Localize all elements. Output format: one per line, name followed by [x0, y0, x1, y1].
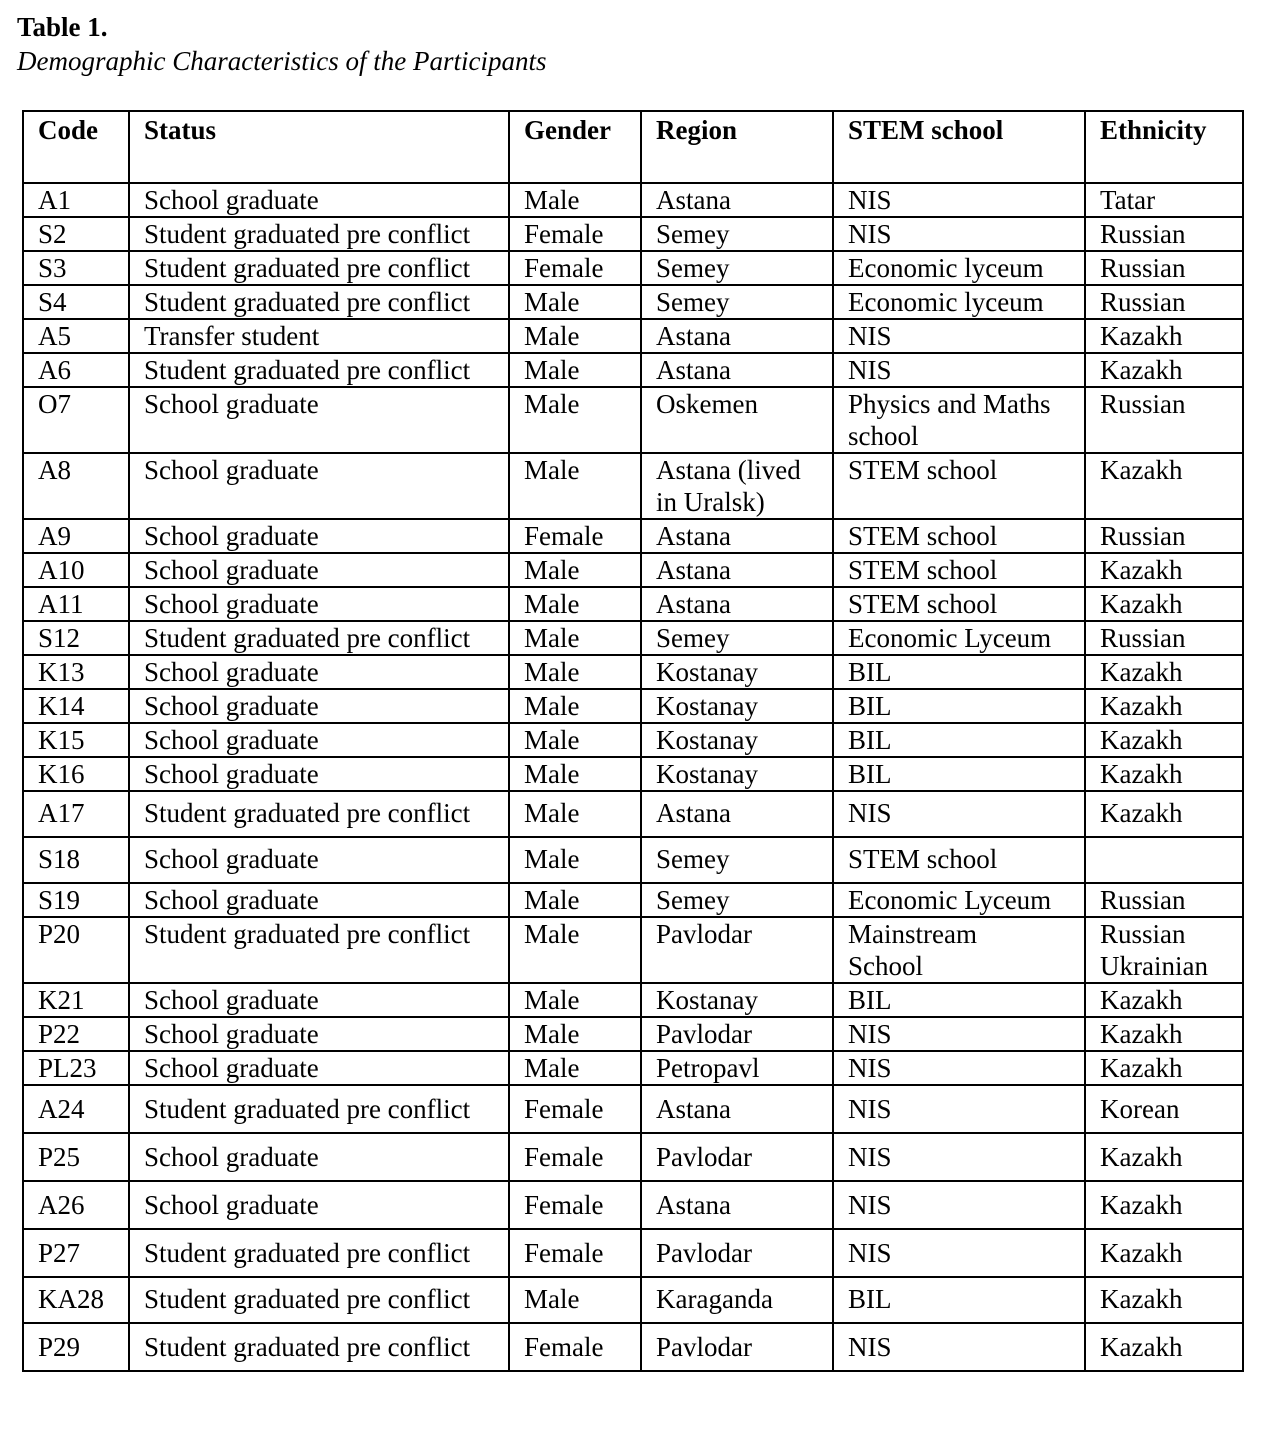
cell-status: School graduate: [129, 1051, 509, 1085]
cell-code: A11: [23, 587, 129, 621]
cell-stem-school: NIS: [833, 1133, 1085, 1181]
cell-gender: Male: [509, 791, 641, 837]
cell-code: K21: [23, 983, 129, 1017]
table-row: [23, 285, 1243, 319]
cell-region: Astana: [641, 587, 833, 621]
cell-gender: Male: [509, 553, 641, 587]
table-title: Demographic Characteristics of the Participants: [17, 46, 547, 76]
cell-status: School graduate: [129, 183, 509, 217]
table-row: [23, 837, 1243, 883]
cell-code: S3: [23, 251, 129, 285]
cell-region: Kostanay: [641, 757, 833, 791]
cell-gender: Male: [509, 917, 641, 983]
table-row: [23, 453, 1243, 519]
table-row: [23, 553, 1243, 587]
cell-code: A24: [23, 1085, 129, 1133]
cell-region: Pavlodar: [641, 1133, 833, 1181]
cell-code: K13: [23, 655, 129, 689]
cell-gender: Male: [509, 723, 641, 757]
cell-ethnicity: Kazakh: [1085, 757, 1243, 791]
cell-gender: Male: [509, 757, 641, 791]
cell-gender: Male: [509, 453, 641, 519]
cell-gender: Male: [509, 837, 641, 883]
cell-stem-school: Economic Lyceum: [833, 883, 1085, 917]
cell-stem-school: BIL: [833, 655, 1085, 689]
cell-gender: Male: [509, 621, 641, 655]
cell-ethnicity: Kazakh: [1085, 353, 1243, 387]
cell-ethnicity: Kazakh: [1085, 1229, 1243, 1277]
cell-ethnicity: Russian: [1085, 217, 1243, 251]
table-row: [23, 883, 1243, 917]
cell-region: Petropavl: [641, 1051, 833, 1085]
cell-stem-school: NIS: [833, 1229, 1085, 1277]
table-row: [23, 519, 1243, 553]
table-row: [23, 387, 1243, 453]
cell-stem-school: NIS: [833, 217, 1085, 251]
cell-region: Astana: [641, 353, 833, 387]
table-row: [23, 983, 1243, 1017]
table-row: [23, 1133, 1243, 1181]
cell-stem-school: STEM school: [833, 519, 1085, 553]
table-row: [23, 1323, 1243, 1371]
cell-gender: Male: [509, 983, 641, 1017]
demographics-table: [22, 110, 1244, 1372]
cell-stem-school: BIL: [833, 757, 1085, 791]
cell-code: S18: [23, 837, 129, 883]
cell-stem-school: NIS: [833, 353, 1085, 387]
cell-region: Semey: [641, 837, 833, 883]
cell-ethnicity: Russian: [1085, 387, 1243, 453]
cell-stem-school: STEM school: [833, 453, 1085, 519]
cell-stem-school: NIS: [833, 183, 1085, 217]
table-row: [23, 917, 1243, 983]
cell-stem-school: BIL: [833, 689, 1085, 723]
cell-region: Karaganda: [641, 1277, 833, 1323]
cell-code: S12: [23, 621, 129, 655]
table-body: [23, 183, 1243, 1371]
table-row: [23, 1181, 1243, 1229]
cell-ethnicity: Kazakh: [1085, 655, 1243, 689]
cell-region: Astana: [641, 791, 833, 837]
cell-status: School graduate: [129, 1181, 509, 1229]
table-row: [23, 587, 1243, 621]
table-row: [23, 757, 1243, 791]
table-label: Table 1.: [17, 12, 108, 42]
cell-gender: Male: [509, 689, 641, 723]
cell-status: School graduate: [129, 519, 509, 553]
cell-ethnicity: Russian Ukrainian: [1085, 917, 1243, 983]
cell-code: K15: [23, 723, 129, 757]
cell-ethnicity: Kazakh: [1085, 453, 1243, 519]
cell-stem-school: Economic Lyceum: [833, 621, 1085, 655]
cell-ethnicity: Kazakh: [1085, 689, 1243, 723]
cell-gender: Male: [509, 587, 641, 621]
cell-ethnicity: Kazakh: [1085, 1277, 1243, 1323]
cell-region: Astana (lived in Uralsk): [641, 453, 833, 519]
cell-status: School graduate: [129, 837, 509, 883]
cell-code: A8: [23, 453, 129, 519]
cell-ethnicity: Kazakh: [1085, 1133, 1243, 1181]
cell-code: P27: [23, 1229, 129, 1277]
cell-status: Student graduated pre conflict: [129, 791, 509, 837]
cell-stem-school: BIL: [833, 1277, 1085, 1323]
cell-code: A6: [23, 353, 129, 387]
cell-stem-school: STEM school: [833, 837, 1085, 883]
cell-ethnicity: [1085, 837, 1243, 883]
cell-status: School graduate: [129, 723, 509, 757]
cell-code: A26: [23, 1181, 129, 1229]
table-row: [23, 1051, 1243, 1085]
cell-region: Semey: [641, 285, 833, 319]
header-code: Code: [23, 111, 129, 183]
cell-gender: Female: [509, 1323, 641, 1371]
cell-code: P22: [23, 1017, 129, 1051]
table-row: [23, 251, 1243, 285]
cell-status: School graduate: [129, 553, 509, 587]
cell-status: School graduate: [129, 689, 509, 723]
cell-ethnicity: Kazakh: [1085, 553, 1243, 587]
cell-region: Semey: [641, 883, 833, 917]
cell-stem-school: NIS: [833, 319, 1085, 353]
header-region: Region: [641, 111, 833, 183]
cell-gender: Female: [509, 519, 641, 553]
cell-status: Student graduated pre conflict: [129, 1323, 509, 1371]
cell-status: Student graduated pre conflict: [129, 1229, 509, 1277]
cell-stem-school: BIL: [833, 723, 1085, 757]
cell-status: Student graduated pre conflict: [129, 1085, 509, 1133]
cell-gender: Male: [509, 883, 641, 917]
cell-stem-school: Physics and Maths school: [833, 387, 1085, 453]
table-row: [23, 689, 1243, 723]
cell-gender: Male: [509, 1017, 641, 1051]
cell-ethnicity: Kazakh: [1085, 1181, 1243, 1229]
cell-region: Kostanay: [641, 655, 833, 689]
cell-stem-school: Mainstream School: [833, 917, 1085, 983]
cell-code: A10: [23, 553, 129, 587]
table-row: [23, 621, 1243, 655]
cell-gender: Female: [509, 1181, 641, 1229]
table-row: [23, 1229, 1243, 1277]
cell-code: KA28: [23, 1277, 129, 1323]
cell-gender: Female: [509, 1085, 641, 1133]
cell-gender: Male: [509, 285, 641, 319]
cell-gender: Female: [509, 217, 641, 251]
cell-code: O7: [23, 387, 129, 453]
cell-status: School graduate: [129, 1017, 509, 1051]
cell-stem-school: Economic lyceum: [833, 285, 1085, 319]
cell-code: K16: [23, 757, 129, 791]
cell-status: Student graduated pre conflict: [129, 621, 509, 655]
cell-status: Student graduated pre conflict: [129, 285, 509, 319]
cell-ethnicity: Russian: [1085, 883, 1243, 917]
cell-stem-school: NIS: [833, 1051, 1085, 1085]
cell-status: School graduate: [129, 1133, 509, 1181]
table-row: [23, 723, 1243, 757]
cell-region: Astana: [641, 319, 833, 353]
cell-region: Kostanay: [641, 723, 833, 757]
cell-gender: Male: [509, 319, 641, 353]
cell-region: Astana: [641, 183, 833, 217]
cell-status: School graduate: [129, 757, 509, 791]
table-row: [23, 1277, 1243, 1323]
cell-region: Astana: [641, 1181, 833, 1229]
cell-ethnicity: Tatar: [1085, 183, 1243, 217]
header-stem-school: STEM school: [833, 111, 1085, 183]
table-row: [23, 1017, 1243, 1051]
cell-gender: Female: [509, 1229, 641, 1277]
header-status: Status: [129, 111, 509, 183]
cell-ethnicity: Kazakh: [1085, 1051, 1243, 1085]
cell-status: Student graduated pre conflict: [129, 217, 509, 251]
cell-region: Astana: [641, 519, 833, 553]
cell-ethnicity: Russian: [1085, 519, 1243, 553]
table-row: [23, 655, 1243, 689]
table-row: [23, 319, 1243, 353]
cell-gender: Male: [509, 1277, 641, 1323]
cell-region: Astana: [641, 553, 833, 587]
cell-stem-school: NIS: [833, 1181, 1085, 1229]
cell-status: School graduate: [129, 453, 509, 519]
cell-ethnicity: Kazakh: [1085, 319, 1243, 353]
cell-code: A9: [23, 519, 129, 553]
cell-region: Semey: [641, 621, 833, 655]
cell-code: K14: [23, 689, 129, 723]
cell-stem-school: NIS: [833, 1017, 1085, 1051]
header-ethnicity: Ethnicity: [1085, 111, 1243, 183]
cell-stem-school: NIS: [833, 1085, 1085, 1133]
cell-region: Pavlodar: [641, 917, 833, 983]
cell-region: Pavlodar: [641, 1229, 833, 1277]
cell-status: School graduate: [129, 587, 509, 621]
cell-status: School graduate: [129, 655, 509, 689]
table-row: [23, 791, 1243, 837]
cell-region: Semey: [641, 217, 833, 251]
cell-code: A17: [23, 791, 129, 837]
cell-region: Pavlodar: [641, 1017, 833, 1051]
cell-stem-school: NIS: [833, 1323, 1085, 1371]
cell-status: Student graduated pre conflict: [129, 251, 509, 285]
cell-status: Student graduated pre conflict: [129, 917, 509, 983]
cell-gender: Male: [509, 353, 641, 387]
cell-ethnicity: Russian: [1085, 285, 1243, 319]
cell-stem-school: NIS: [833, 791, 1085, 837]
cell-status: School graduate: [129, 883, 509, 917]
cell-code: A5: [23, 319, 129, 353]
cell-ethnicity: Kazakh: [1085, 587, 1243, 621]
cell-stem-school: STEM school: [833, 587, 1085, 621]
cell-region: Oskemen: [641, 387, 833, 453]
header-gender: Gender: [509, 111, 641, 183]
table-row: [23, 1085, 1243, 1133]
cell-ethnicity: Russian: [1085, 251, 1243, 285]
cell-ethnicity: Kazakh: [1085, 723, 1243, 757]
cell-code: S19: [23, 883, 129, 917]
cell-gender: Male: [509, 387, 641, 453]
cell-ethnicity: Kazakh: [1085, 1323, 1243, 1371]
cell-code: PL23: [23, 1051, 129, 1085]
cell-code: S4: [23, 285, 129, 319]
cell-stem-school: Economic lyceum: [833, 251, 1085, 285]
table-row: [23, 217, 1243, 251]
cell-stem-school: BIL: [833, 983, 1085, 1017]
cell-gender: Female: [509, 1133, 641, 1181]
cell-ethnicity: Korean: [1085, 1085, 1243, 1133]
cell-stem-school: STEM school: [833, 553, 1085, 587]
cell-gender: Male: [509, 655, 641, 689]
cell-status: Transfer student: [129, 319, 509, 353]
cell-ethnicity: Kazakh: [1085, 791, 1243, 837]
cell-gender: Female: [509, 251, 641, 285]
cell-status: Student graduated pre conflict: [129, 1277, 509, 1323]
cell-code: S2: [23, 217, 129, 251]
cell-ethnicity: Kazakh: [1085, 983, 1243, 1017]
cell-gender: Male: [509, 1051, 641, 1085]
table-caption: [17, 10, 546, 78]
header-row: [23, 111, 1243, 183]
table-header: [23, 111, 1243, 183]
cell-region: Kostanay: [641, 983, 833, 1017]
cell-ethnicity: Kazakh: [1085, 1017, 1243, 1051]
cell-status: School graduate: [129, 983, 509, 1017]
cell-code: P25: [23, 1133, 129, 1181]
cell-region: Kostanay: [641, 689, 833, 723]
cell-ethnicity: Russian: [1085, 621, 1243, 655]
cell-gender: Male: [509, 183, 641, 217]
cell-region: Pavlodar: [641, 1323, 833, 1371]
cell-region: Semey: [641, 251, 833, 285]
cell-code: A1: [23, 183, 129, 217]
table-row: [23, 353, 1243, 387]
cell-code: P20: [23, 917, 129, 983]
cell-status: School graduate: [129, 387, 509, 453]
table-row: [23, 183, 1243, 217]
cell-region: Astana: [641, 1085, 833, 1133]
cell-code: P29: [23, 1323, 129, 1371]
cell-status: Student graduated pre conflict: [129, 353, 509, 387]
